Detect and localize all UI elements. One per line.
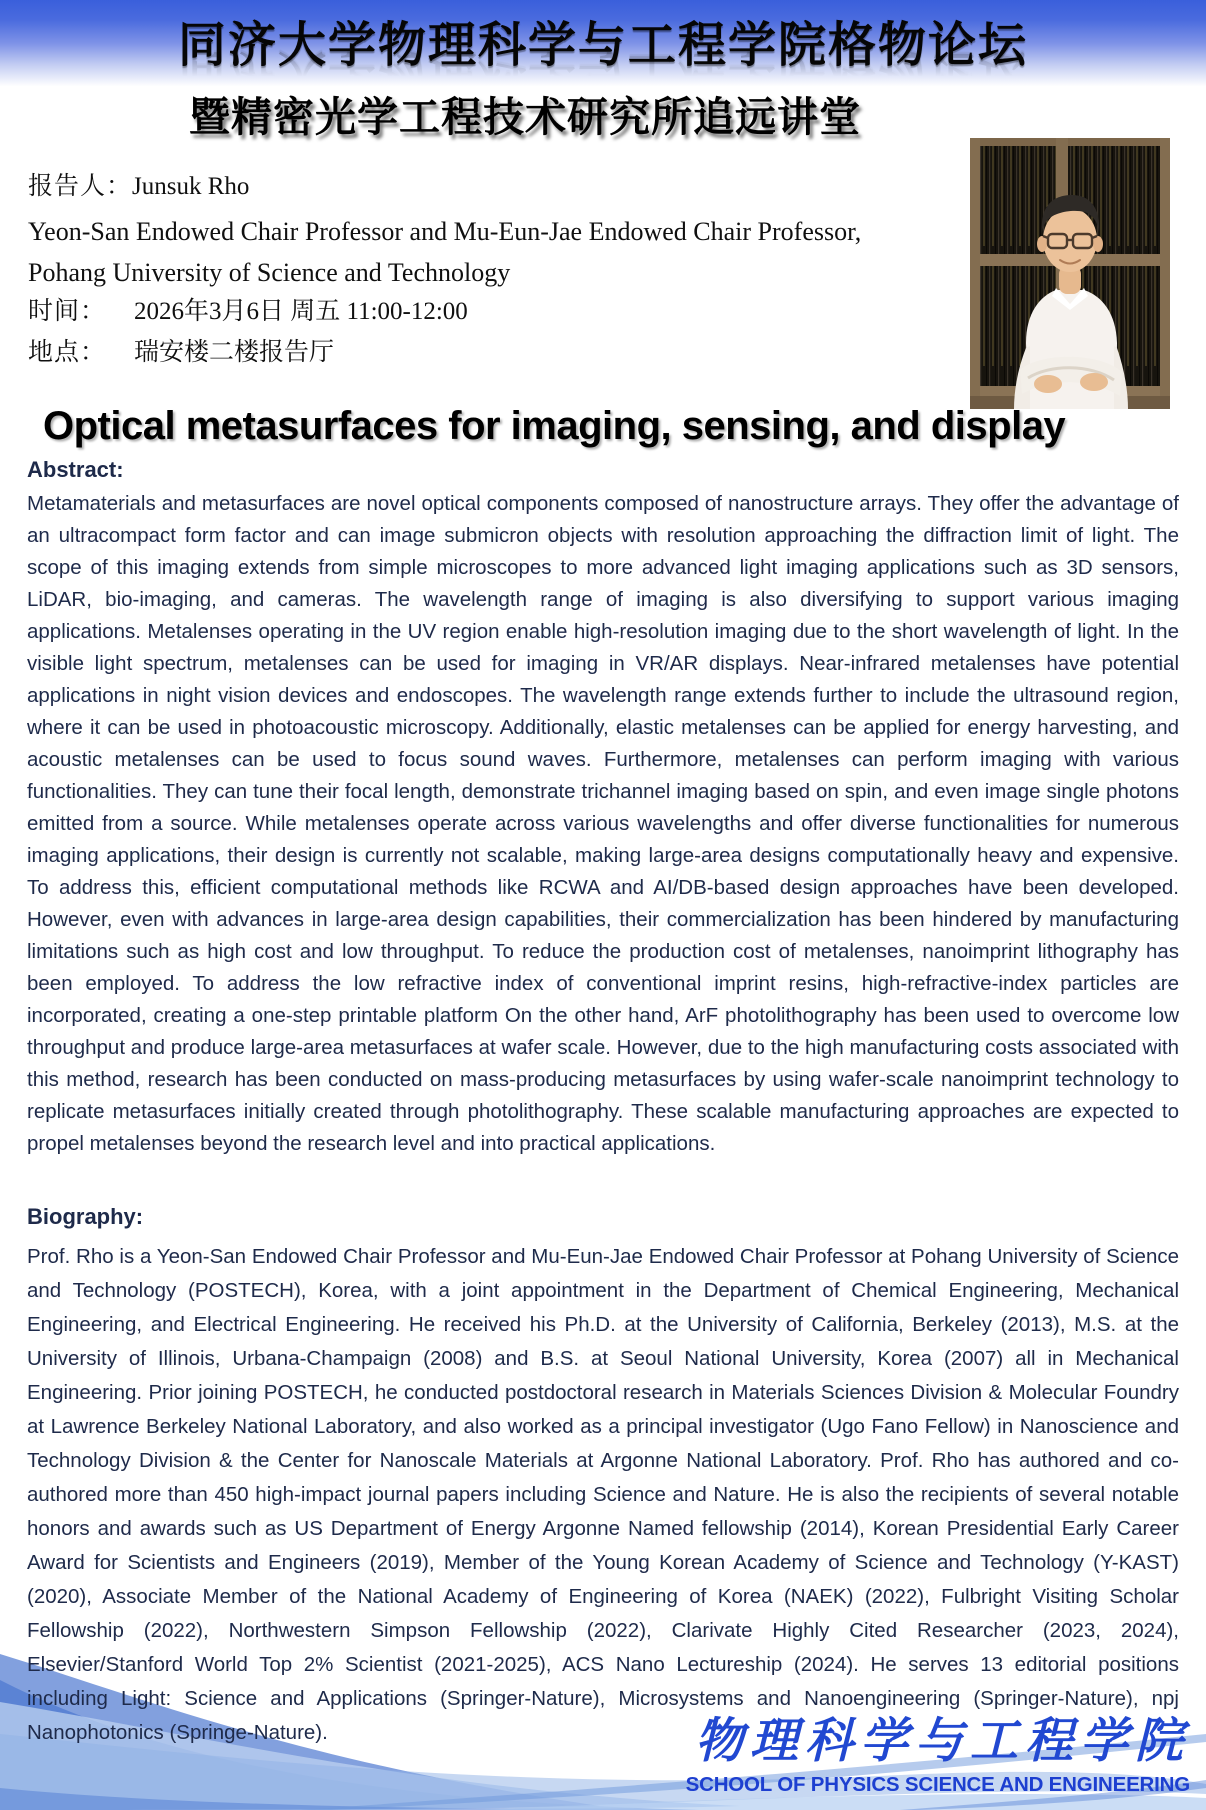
time-label: 时间： <box>28 298 107 325</box>
speaker-affiliation-2: Pohang University of Science and Technology <box>28 258 511 287</box>
time-value: 2026年3月6日 周五 11:00-12:00 <box>134 298 468 325</box>
abstract-body: Metamaterials and metasurfaces are novel optical components composed of nanostructure arrays. They offer the advantage of an ultracompact form factor and can image submicron objects with resolution approaching the diffraction limit of light. The scope of this imaging extends from simple microscopes to more advanced light imaging applications such as 3D sensors, LiDAR, bio-imaging, and cameras. The wavelength range of imaging is also diversifying to support various imaging applications. Metalenses operating in the UV region enable high-resolution imaging due to the short wavelength of light. In the visible light spectrum, metalenses can be used for imaging in VR/AR displays. Near-infrared metalenses have potential applications in night vision devices and endoscopes. The wavelength range extends further to include the ultrasound region, where it can be used in photoacoustic microscopy. Additionally, elastic metalenses can be applied for energy harvesting, and acoustic metalenses can be used to focus sound waves. Furthermore, metalenses can perform imaging with various functionalities. They can tune their focal length, demonstrate trichannel imaging based on spin, and even image single photons emitted from a source. While metalenses operate across various wavelengths and offer diverse functionalities for numerous imaging applications, their design is currently not scalable, making large-area designs computationally heavy and expensive. To address this, efficient computational methods like RCWA and AI/DB-based design approaches have been developed. However, even with advances in large-area design capabilities, their commercialization has been hindered by manufacturing limitations such as high cost and low throughput. To reduce the production cost of metalenses, nanoimprint lithography has been employed. To address the low refractive index of conventional imprint resins, high-refractive-index particles are incorporated, creating a one-step printable platform On the other hand, ArF photolithography has been used to overcome low throughput and produce large-area metasurfaces at wafer scale. However, due to the high manufacturing costs associated with this method, research has been conducted on mass-producing metasurfaces by using wafer-scale nanoimprint technology to replicate metasurfaces initially created through photolithography. These scalable manufacturing approaches are expected to propel metalenses beyond the research level and into practical applications. <box>27 492 1179 1155</box>
school-signature <box>686 1702 1190 1797</box>
speaker-info-block <box>28 166 948 373</box>
location-value: 瑞安楼二楼报告厅 <box>134 339 335 366</box>
lecture-hall-title: 暨精密光学工程技术研究所追远讲堂 <box>189 94 861 140</box>
location-line <box>28 332 948 373</box>
location-label: 地点： <box>28 339 107 366</box>
banner-gradient <box>0 0 1206 90</box>
time-line <box>28 291 948 332</box>
speaker-label: 报告人： <box>28 173 133 200</box>
forum-title: 同济大学物理科学与工程学院格物论坛 <box>177 19 1028 72</box>
abstract-heading: Abstract: <box>27 457 124 482</box>
school-name-cn: 物理科学与工程学院 <box>694 1715 1190 1768</box>
speaker-name: Junsuk Rho <box>132 173 250 200</box>
school-name-en: SCHOOL OF PHYSICS SCIENCE AND ENGINEERING <box>685 1773 1190 1796</box>
speaker-photo <box>970 138 1170 409</box>
biography-heading: Biography: <box>27 1204 144 1229</box>
talk-title: Optical metasurfaces for imaging, sensing, and display <box>43 404 1066 448</box>
speaker-portrait <box>970 138 1170 409</box>
speaker-affiliation-1: Yeon-San Endowed Chair Professor and Mu-Eun-Jae Endowed Chair Professor, <box>28 217 862 246</box>
biography-body: Prof. Rho is a Yeon-San Endowed Chair Professor and Mu-Eun-Jae Endowed Chair Professor at Pohang University of Science and Technology (POSTECH), Korea, with a joint appointment in the Department of Chemical Engineering, Mechanical Engineering, and Electrical Engineering. He received his Ph.D. at the University of California, Berkeley (2013), M.S. at the University of Illinois, Urbana-Champaign (2008) and B.S. at Seoul National University, Korea (2007) all in Mechanical Engineering. Prior joining POSTECH, he conducted postdoctoral research in Materials Sciences Division & Molecular Foundry at Lawrence Berkeley National Laboratory, and also worked as a principal investigator (Ugo Fano Fellow) in Nanoscience and Technology Division & the Center for Nanoscale Materials at Argonne National Laboratory. Prof. Rho has authored and co-authored more than 450 high-impact journal papers including Science and Nature. He is also the recipients of several notable honors and awards such as US Department of Energy Argonne Named fellowship (2014), Korean Presidential Early Career Award for Scientists and Engineers (2019), Member of the Young Korean Academy of Science and Technology (Y-KAST) (2020), Associate Member of the National Academy of Engineering of Korea (NAEK) (2022), Fulbright Visiting Scholar Fellowship (2022), Northwestern Simpson Fellowship (2022), Clarivate Highly Cited Researcher (2023, 2024), Elsevier/Stanford World Top 2% Scientist (2021-2025), ACS Nano Lectureship (2024). He serves 13 editorial positions including Light: Science and Applications (Springer-Nature), Microsystems and Nanoengineering (Springer-Nature), npj Nanophotonics (Springe-Nature). <box>27 1245 1179 1744</box>
speaker-line <box>28 166 948 207</box>
